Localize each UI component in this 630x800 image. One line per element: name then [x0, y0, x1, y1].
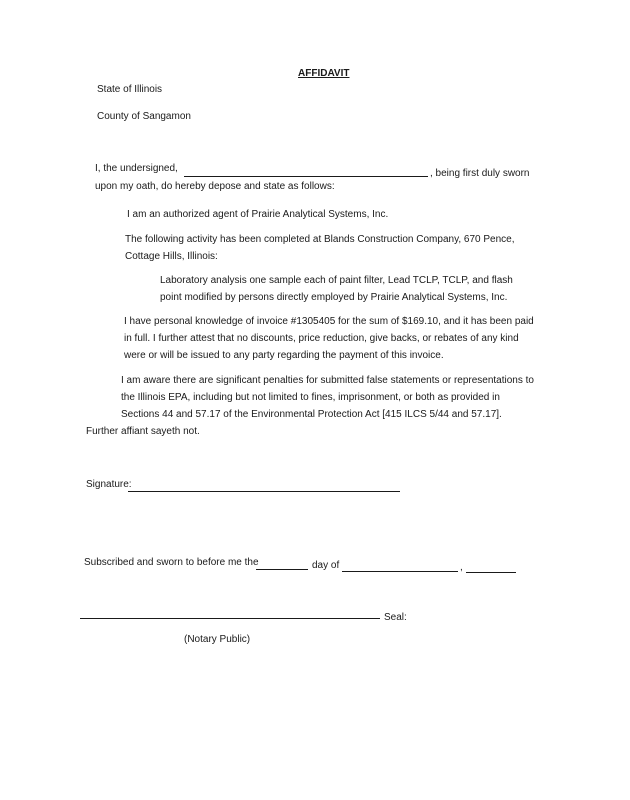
- page-title: AFFIDAVIT: [298, 68, 350, 79]
- year-line[interactable]: [466, 572, 516, 573]
- signature-line[interactable]: [128, 491, 400, 492]
- day-line[interactable]: [256, 569, 308, 570]
- seal-label: Seal:: [384, 612, 407, 623]
- notary-public-label: (Notary Public): [184, 634, 251, 645]
- paragraph-agent: I am an authorized agent of Prairie Analytical Systems, Inc.: [127, 209, 389, 220]
- paragraph-invoice: I have personal knowledge of invoice #1305405 for the sum of $169.10, and it has been paid in full. I further attest that no discounts, price reduction, give backs, or rebates of any kind were or will be issued to any party regarding the payment of this invoice.: [124, 316, 534, 361]
- subscribed-part3: ,: [460, 562, 463, 573]
- intro-after: , being first duly sworn: [430, 168, 530, 179]
- notary-signature-line[interactable]: [80, 618, 380, 619]
- further-affiant: Further affiant sayeth not.: [86, 426, 200, 437]
- paragraph-penalties: I am aware there are significant penalties for submitted false statements or representations to the Illinois EPA, including but not limited to fines, imprisonment, or both as provided in Sections 44 and 57.17 of the Environmental Protection Act [415 ILCS 5/44 and 57.17].: [121, 375, 534, 420]
- paragraph-analysis: Laboratory analysis one sample each of paint filter, Lead TCLP, TCLP, and flash point modified by persons directly employed by Prairie Analytical Systems, Inc.: [160, 275, 513, 303]
- undersigned-name-line[interactable]: [184, 176, 428, 177]
- month-line[interactable]: [342, 571, 458, 572]
- state-label: State of Illinois: [97, 84, 163, 95]
- county-label: County of Sangamon: [97, 111, 191, 122]
- subscribed-part2: day of: [312, 560, 340, 571]
- intro-line2: upon my oath, do hereby depose and state as follows:: [95, 181, 335, 192]
- subscribed-part1: Subscribed and sworn to before me the: [84, 557, 259, 568]
- paragraph-activity: The following activity has been completed at Blands Construction Company, 670 Pence, Cottage Hills, Illinois:: [125, 234, 515, 262]
- intro-before: I, the undersigned,: [95, 163, 178, 174]
- signature-label: Signature:: [86, 479, 132, 490]
